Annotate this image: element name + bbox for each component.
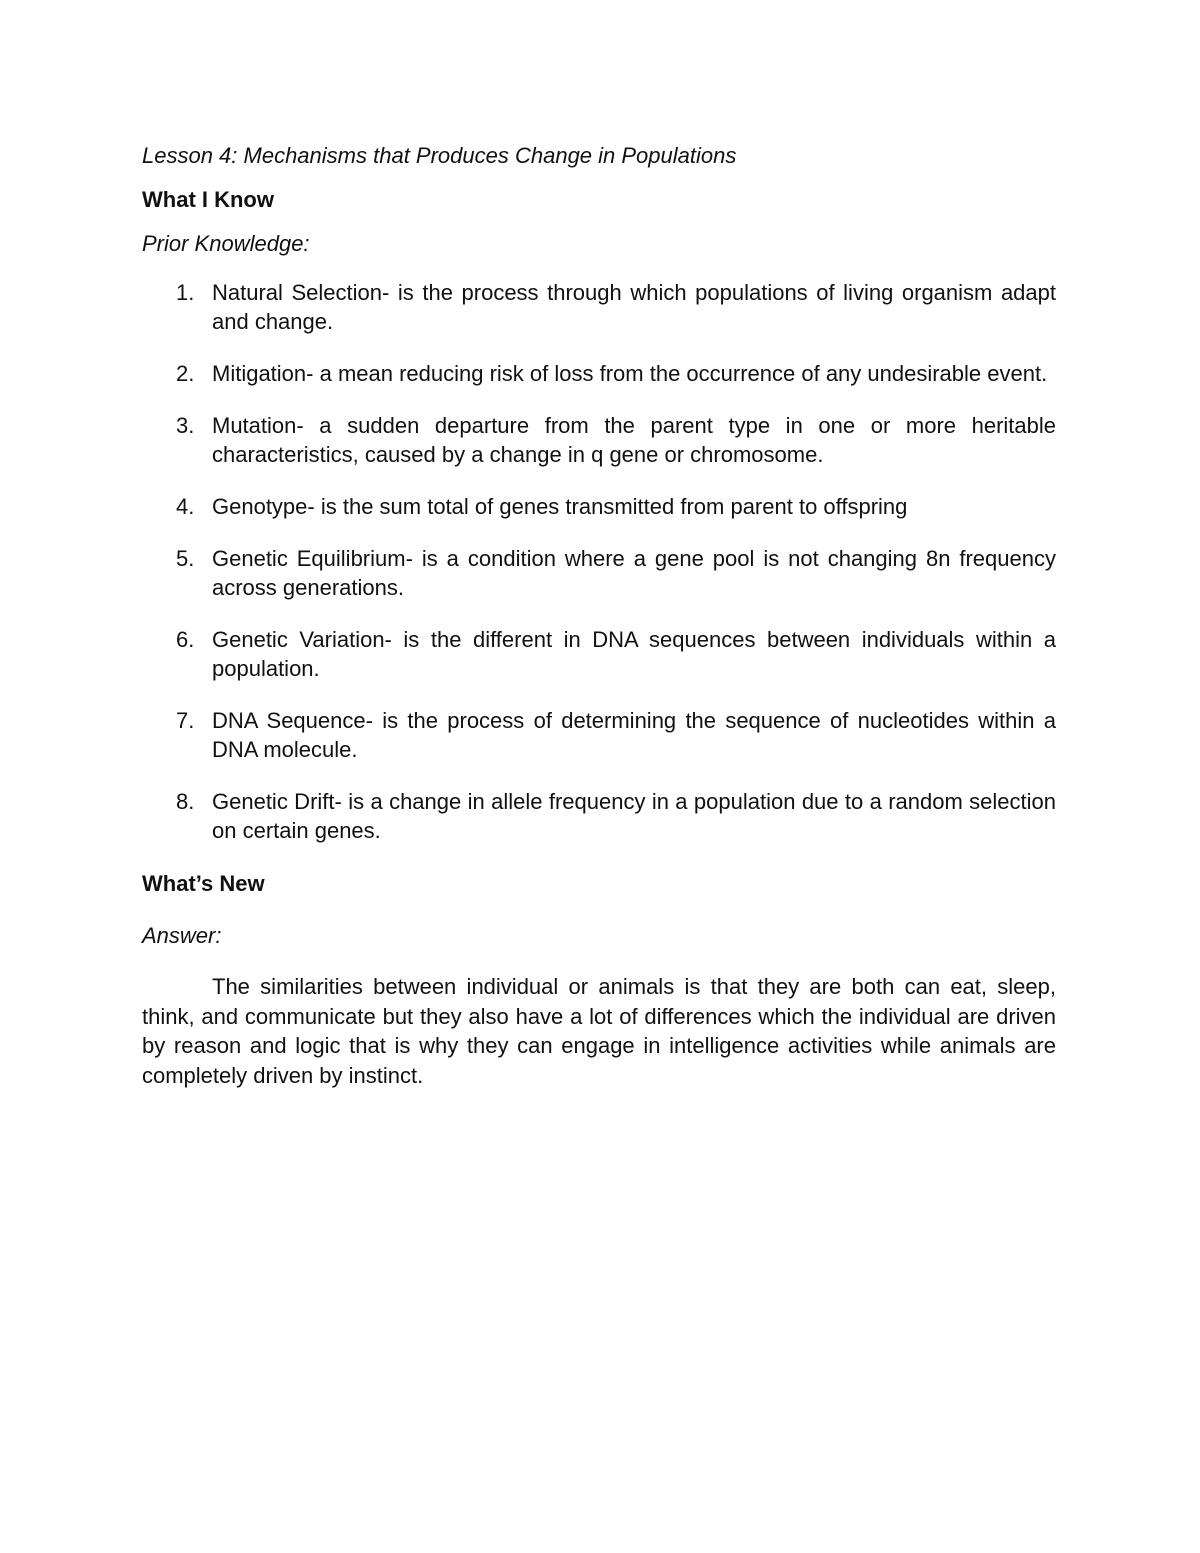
answer-label: Answer: [142, 923, 222, 948]
list-item-number: 8. [176, 789, 195, 814]
list-item-text: Natural Selection- is the process through which populations of living organism adapt and change. [212, 280, 1056, 334]
list-item [142, 492, 1056, 521]
list-item [142, 625, 1056, 683]
list-item [142, 411, 1056, 469]
list-item [142, 787, 1056, 845]
list-item [142, 544, 1056, 602]
list-item-number: 1. [176, 280, 195, 305]
list-item [142, 278, 1056, 336]
list-item-text: Genetic Drift- is a change in allele frequency in a population due to a random selection on certain genes. [212, 789, 1056, 843]
list-item [142, 706, 1056, 764]
list-item-number: 2. [176, 361, 195, 386]
lesson-title: Lesson 4: Mechanisms that Produces Change in Populations [142, 143, 737, 168]
list-item [142, 359, 1056, 388]
document-content [142, 140, 1056, 1090]
prior-knowledge-label: Prior Knowledge: [142, 231, 310, 256]
list-item-text: Mitigation- a mean reducing risk of loss from the occurrence of any undesirable event. [212, 361, 1048, 386]
list-item-text: Mutation- a sudden departure from the parent type in one or more heritable characteristics, caused by a change in q gene or chromosome. [212, 413, 1056, 467]
list-item-number: 5. [176, 546, 195, 571]
list-item-number: 7. [176, 708, 195, 733]
list-item-text: Genetic Equilibrium- is a condition where a gene pool is not changing 8n frequency across generations. [212, 546, 1056, 600]
list-item-number: 3. [176, 413, 195, 438]
answer-paragraph: The similarities between individual or animals is that they are both can eat, sleep, think, and communicate but they also have a lot of differences which the individual are driven by reason and logic that is why they can engage in intelligence activities while animals are completely driven by instinct. [142, 974, 1056, 1088]
what-i-know-heading: What I Know [142, 187, 274, 212]
list-item-text: Genetic Variation- is the different in DNA sequences between individuals within a population. [212, 627, 1056, 681]
list-item-number: 6. [176, 627, 195, 652]
list-item-number: 4. [176, 494, 195, 519]
whats-new-heading: What’s New [142, 871, 265, 896]
list-item-text: DNA Sequence- is the process of determining the sequence of nucleotides within a DNA molecule. [212, 708, 1056, 762]
list-item-text: Genotype- is the sum total of genes transmitted from parent to offspring [212, 494, 908, 519]
prior-knowledge-list [142, 278, 1056, 845]
